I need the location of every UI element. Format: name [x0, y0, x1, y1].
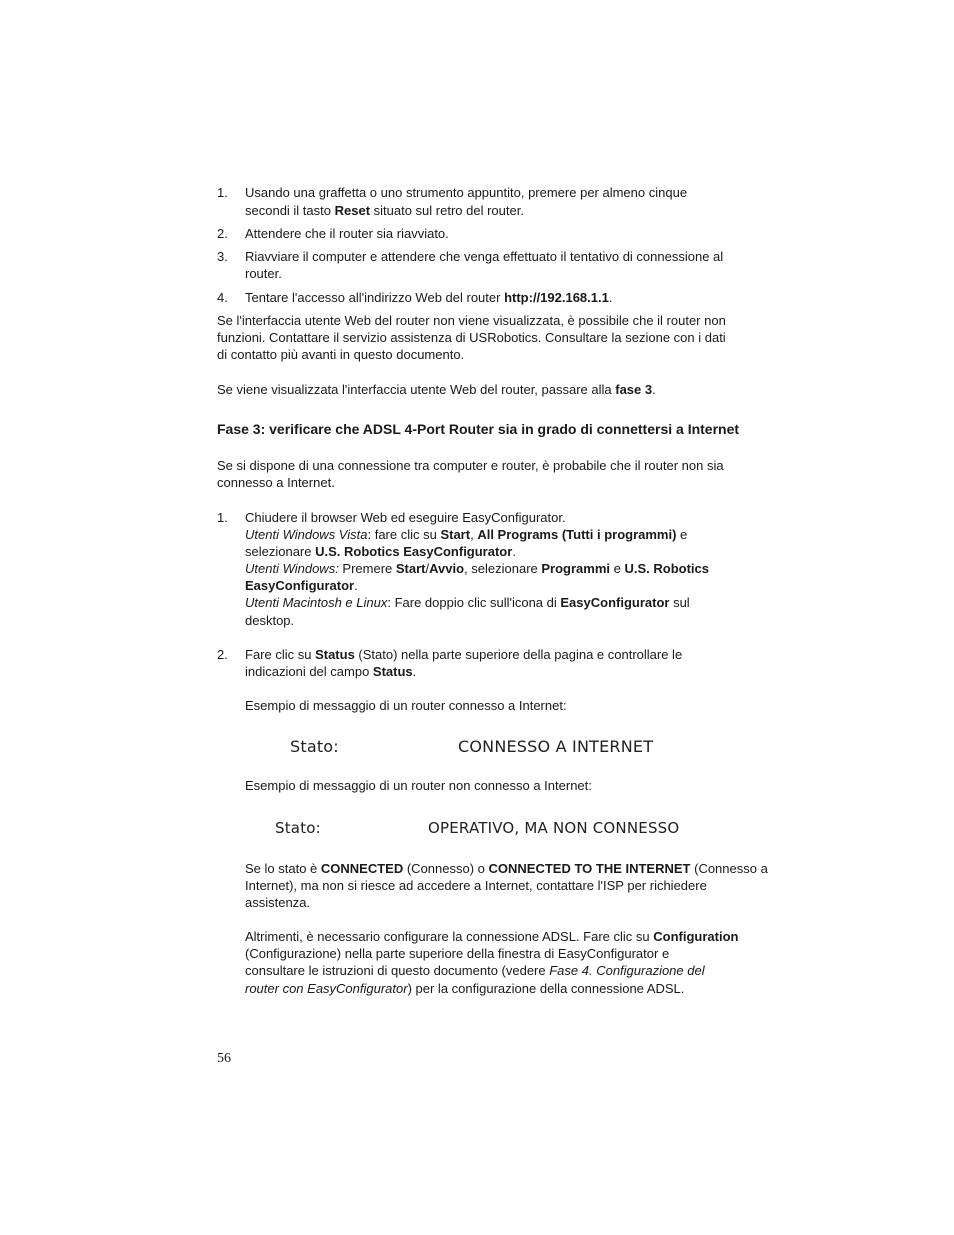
page-number: 56 [217, 1051, 231, 1066]
step-text: Utenti Macintosh e Linux: Fare doppio clic sull'icona di EasyConfigurator sul [245, 595, 690, 610]
paragraph-line: Se l'interfaccia utente Web del router non viene visualizzata, è possibile che il router non [217, 313, 726, 328]
paragraph-line: Internet), ma non si riesce ad accedere a Internet, contattare l'ISP per richiedere [245, 878, 707, 893]
step-text: desktop. [245, 613, 295, 628]
step-number: 1. [217, 185, 228, 200]
step-text: Utenti Windows Vista: fare clic su Start, All Programs (Tutti i programmi) e [245, 527, 688, 542]
example-caption: Esempio di messaggio di un router non connesso a Internet: [245, 778, 592, 793]
step-text: Utenti Windows: Premere Start/Avvio, selezionare Programmi e U.S. Robotics [245, 561, 710, 576]
paragraph-line: Se viene visualizzata l'interfaccia utente Web del router, passare alla fase 3. [217, 382, 656, 397]
status-value: CONNESSO A INTERNET [458, 737, 654, 756]
paragraph-line: connesso a Internet. [217, 475, 335, 490]
step-text: Tentare l'accesso all'indirizzo Web del router http://192.168.1.1. [245, 290, 613, 305]
status-label: Stato: [290, 737, 339, 756]
paragraph-line: router con EasyConfigurator) per la configurazione della connessione ADSL. [245, 981, 685, 996]
step-text: Attendere che il router sia riavviato. [245, 226, 449, 241]
step-text: secondi il tasto Reset situato sul retro del router. [245, 203, 524, 218]
step-number: 2. [217, 226, 228, 241]
step-number: 4. [217, 290, 228, 305]
step-text: Riavviare il computer e attendere che venga effettuato il tentativo di connessione al [245, 249, 724, 264]
step-text: indicazioni del campo Status. [245, 664, 417, 679]
status-label: Stato: [275, 819, 321, 837]
step-text: Chiudere il browser Web ed eseguire EasyConfigurator. [245, 510, 566, 525]
paragraph-line: funzioni. Contattare il servizio assistenza di USRobotics. Consultare la sezione con i dati [217, 330, 726, 345]
step-text: Usando una graffetta o uno strumento appuntito, premere per almeno cinque [245, 185, 688, 200]
step-number: 2. [217, 647, 228, 662]
paragraph-line: (Configurazione) nella parte superiore della finestra di EasyConfigurator e [245, 946, 670, 961]
status-value: OPERATIVO, MA NON CONNESSO [428, 819, 680, 837]
paragraph-line: Altrimenti, è necessario configurare la connessione ADSL. Fare clic su Configuration [245, 929, 739, 944]
step-text: router. [245, 266, 282, 281]
step-number: 1. [217, 510, 228, 525]
paragraph-line: Se lo stato è CONNECTED (Connesso) o CONNECTED TO THE INTERNET (Connesso a [245, 861, 768, 876]
section-heading: Fase 3: verificare che ADSL 4-Port Router sia in grado di connettersi a Internet [217, 421, 740, 437]
paragraph-line: consultare le istruzioni di questo documento (vedere Fase 4. Configurazione del [245, 963, 705, 978]
example-caption: Esempio di messaggio di un router connesso a Internet: [245, 698, 567, 713]
step-text: selezionare U.S. Robotics EasyConfigurator. [245, 544, 516, 559]
paragraph-line: di contatto più avanti in questo documento. [217, 347, 465, 362]
paragraph-line: assistenza. [245, 895, 311, 910]
step-text: Fare clic su Status (Stato) nella parte superiore della pagina e controllare le [245, 647, 683, 662]
step-text: EasyConfigurator. [245, 578, 358, 593]
step-number: 3. [217, 249, 228, 264]
paragraph-line: Se si dispone di una connessione tra computer e router, è probabile che il router non sia [217, 458, 724, 473]
